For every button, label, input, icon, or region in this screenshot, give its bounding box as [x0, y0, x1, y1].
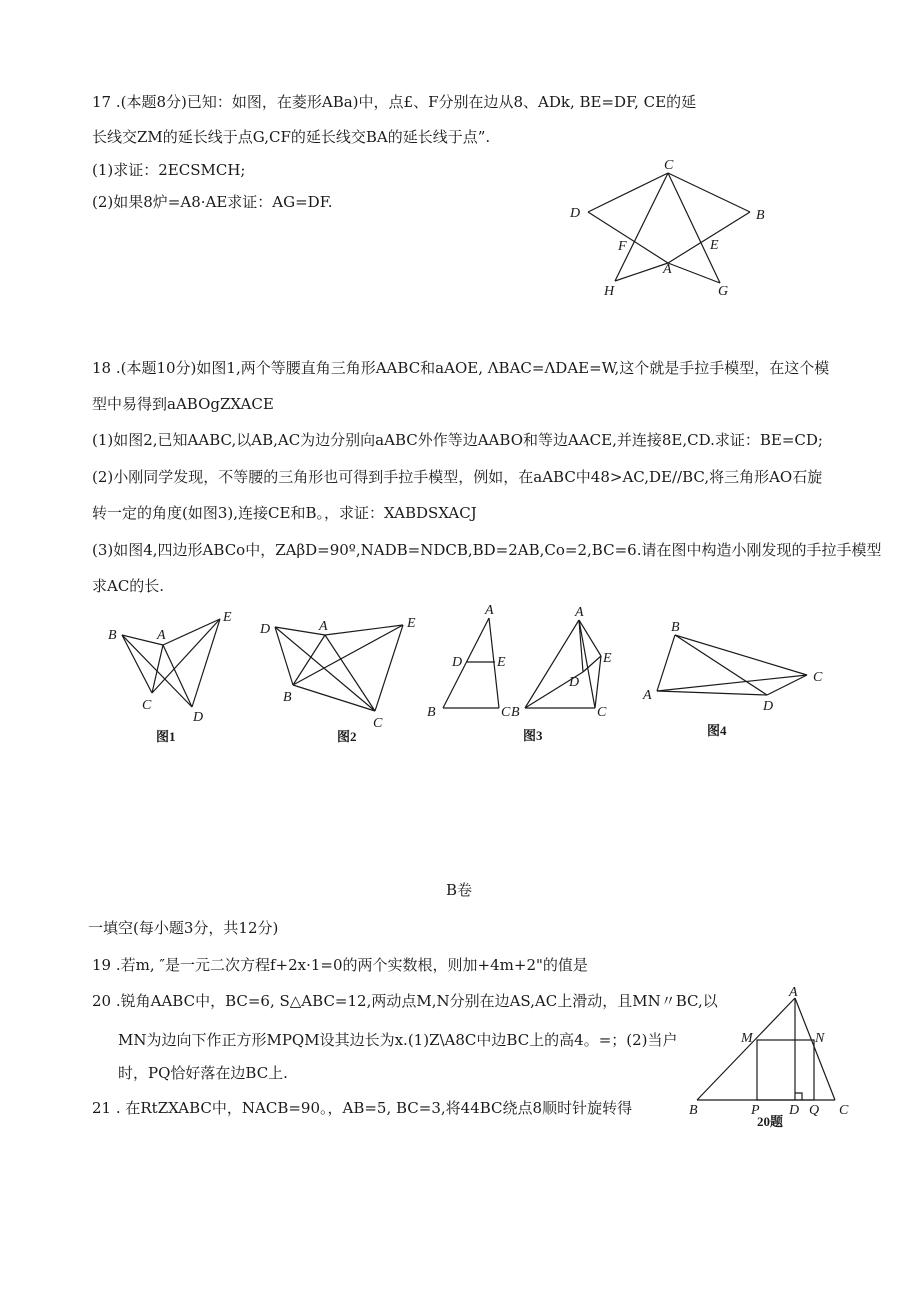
q20-line2: MN为边向下作正方形MPQM设其边长为x.(1)Z\A8C中边BC上的高4。=；(2)当户: [118, 1031, 678, 1049]
q20-square-MPQN: [757, 1040, 814, 1100]
fig3b-seg-CE: [595, 656, 601, 708]
fig3a-label-D: D: [452, 655, 463, 670]
q18-line1: 18 .(本题10分)如图1,两个等腰直角三角形AABC和aAOE, ΛBAC=ΛDAE=W,这个就是手拉手模型，在这个模: [92, 359, 830, 377]
section-b-title: B卷: [446, 881, 473, 899]
fig1-seg-BC: [122, 635, 152, 693]
q18-figure-3: [415, 600, 625, 750]
fig2-label-A: A: [319, 619, 328, 634]
q20-label-B: B: [689, 1103, 698, 1118]
fill-in-heading: 一填空(每小题3分，共12分): [88, 919, 279, 937]
q18-part3a: (3)如图4,四边形ABCo中，ZAβD=90º,NADB=NDCB,BD=2AB,Co=2,BC=6.请在图中构造小刚发现的手拉手模型: [92, 541, 882, 559]
fig2-seg-BC: [293, 685, 375, 711]
q20-right-angle-mark: [795, 1093, 802, 1100]
fig4-seg-BA: [657, 635, 675, 691]
q18-figure-2: [255, 605, 425, 750]
fig2-seg-AC: [325, 635, 375, 711]
fig3b-label-C: C: [597, 705, 607, 720]
q17-label-E: E: [710, 238, 719, 253]
q20-label-A: A: [789, 985, 798, 1000]
q17-seg-CD: [588, 173, 668, 212]
q17-line2: 长线交ZM的延长线于点G,CF的延长线交BA的延长线于点”.: [92, 128, 491, 146]
q17-label-F: F: [618, 239, 627, 254]
q21-text: 21 . 在RtZXABC中，NACB=90。，AB=5, BC=3,将44BC绕点8顺时针旋转得: [92, 1099, 633, 1117]
fig2-label-E: E: [407, 616, 416, 631]
q20-seg-AB: [697, 998, 795, 1100]
fig2-label-C: C: [373, 716, 383, 731]
q18-line2: 型中易得到aABOgZXACE: [92, 395, 274, 413]
fig4-seg-DC: [767, 675, 807, 695]
q17-label-G: G: [718, 284, 729, 299]
fig3a-label-C: C: [501, 705, 511, 720]
q17-seg-CH: [615, 173, 668, 281]
fig3-caption: 图3: [523, 728, 543, 743]
q17-line1: 17 .(本题8分)已知：如图，在菱形ABa)中，点£、F分别在边从8、ADk, BE=DF, CE的延: [92, 93, 697, 111]
fig3b-label-A: A: [575, 605, 584, 620]
q20-label-M: M: [741, 1031, 753, 1046]
q17-part2: (2)如果8炉=A8·AE求证：AG=DF.: [92, 193, 333, 211]
q18-part2b: 转一定的角度(如图3),连接CE和B。，求证：XABDSXACJ: [92, 504, 477, 522]
fig4-label-A: A: [643, 688, 652, 703]
q20-label-P: P: [751, 1103, 760, 1118]
fig4-seg-AD: [657, 691, 767, 695]
fig1-label-E: E: [223, 610, 232, 625]
fig2-seg-DB: [275, 627, 293, 685]
fig3b-seg-AB: [525, 620, 579, 708]
q17-part1: (1)求证：2ECSMCH;: [92, 161, 246, 179]
fig2-caption: 图2: [337, 729, 357, 744]
q17-rhombus-figure: [560, 155, 780, 305]
q17-seg-CB: [668, 173, 750, 212]
q18-part2a: (2)小刚同学发现，不等腰的三角形也可得到手拉手模型，例如，在aABC中48>AC,DE//BC,将三角形AO石旋: [92, 468, 823, 486]
q20-figure: [685, 980, 860, 1130]
q19-text: 19 .若m, ″是一元二次方程f+2x·1=0的两个实数根，则加+4m+2"的值是: [92, 956, 588, 974]
q18-figure-4: [635, 615, 835, 745]
fig3a-label-E: E: [497, 655, 506, 670]
fig4-seg-AC: [657, 675, 807, 691]
q20-line3: 时，PQ恰好落在边BC上.: [118, 1064, 288, 1082]
fig1-label-A: A: [157, 628, 166, 643]
fig3b-label-E: E: [603, 651, 612, 666]
fig1-seg-BD: [122, 635, 192, 707]
fig2-seg-AB: [293, 635, 325, 685]
fig2-label-D: D: [260, 622, 271, 637]
fig1-label-C: C: [142, 698, 152, 713]
fig3a-label-A: A: [485, 603, 494, 618]
fig3b-label-B: B: [511, 705, 520, 720]
q20-caption: 20题: [757, 1114, 784, 1129]
q20-label-N: N: [815, 1031, 825, 1046]
fig1-seg-ED: [192, 619, 220, 707]
fig4-label-D: D: [763, 699, 774, 714]
fig4-caption: 图4: [707, 723, 727, 738]
fig4-label-C: C: [813, 670, 823, 685]
q20-label-C: C: [839, 1103, 849, 1118]
q17-label-D: D: [570, 206, 581, 221]
q17-label-H: H: [604, 284, 615, 299]
fig1-seg-AC: [152, 645, 163, 693]
q20-seg-AC: [795, 998, 835, 1100]
q17-label-A: A: [663, 262, 672, 277]
q18-part1: (1)如图2,已知AABC,以AB,AC为边分别向aABC外作等边AABO和等边AACE,并连接8E,CD.求证：BE=CD;: [92, 431, 823, 449]
q20-label-D: D: [789, 1103, 800, 1118]
fig2-seg-AE: [325, 625, 403, 635]
fig1-seg-AE: [163, 619, 220, 645]
q20-label-Q: Q: [809, 1103, 820, 1118]
fig1-caption: 图1: [156, 729, 176, 744]
q20-line1: 20 .锐角AABC中，BC=6, S△ABC=12,两动点M,N分别在边AS,AC上滑动，且MN〃BC,以: [92, 992, 718, 1010]
fig2-label-B: B: [283, 690, 292, 705]
q17-seg-BA: [668, 212, 750, 263]
q17-label-C: C: [664, 158, 674, 173]
fig4-seg-BC: [675, 635, 807, 675]
fig1-label-B: B: [108, 628, 117, 643]
q18-part3b: 求AC的长.: [92, 577, 165, 595]
q18-figure-1: [100, 605, 250, 750]
fig3a-seg-AB: [443, 618, 489, 708]
q17-label-B: B: [756, 208, 765, 223]
fig3a-label-B: B: [427, 705, 436, 720]
fig3b-label-D: D: [569, 675, 580, 690]
fig1-label-D: D: [193, 710, 204, 725]
fig4-label-B: B: [671, 620, 680, 635]
fig4-seg-BD: [675, 635, 767, 695]
